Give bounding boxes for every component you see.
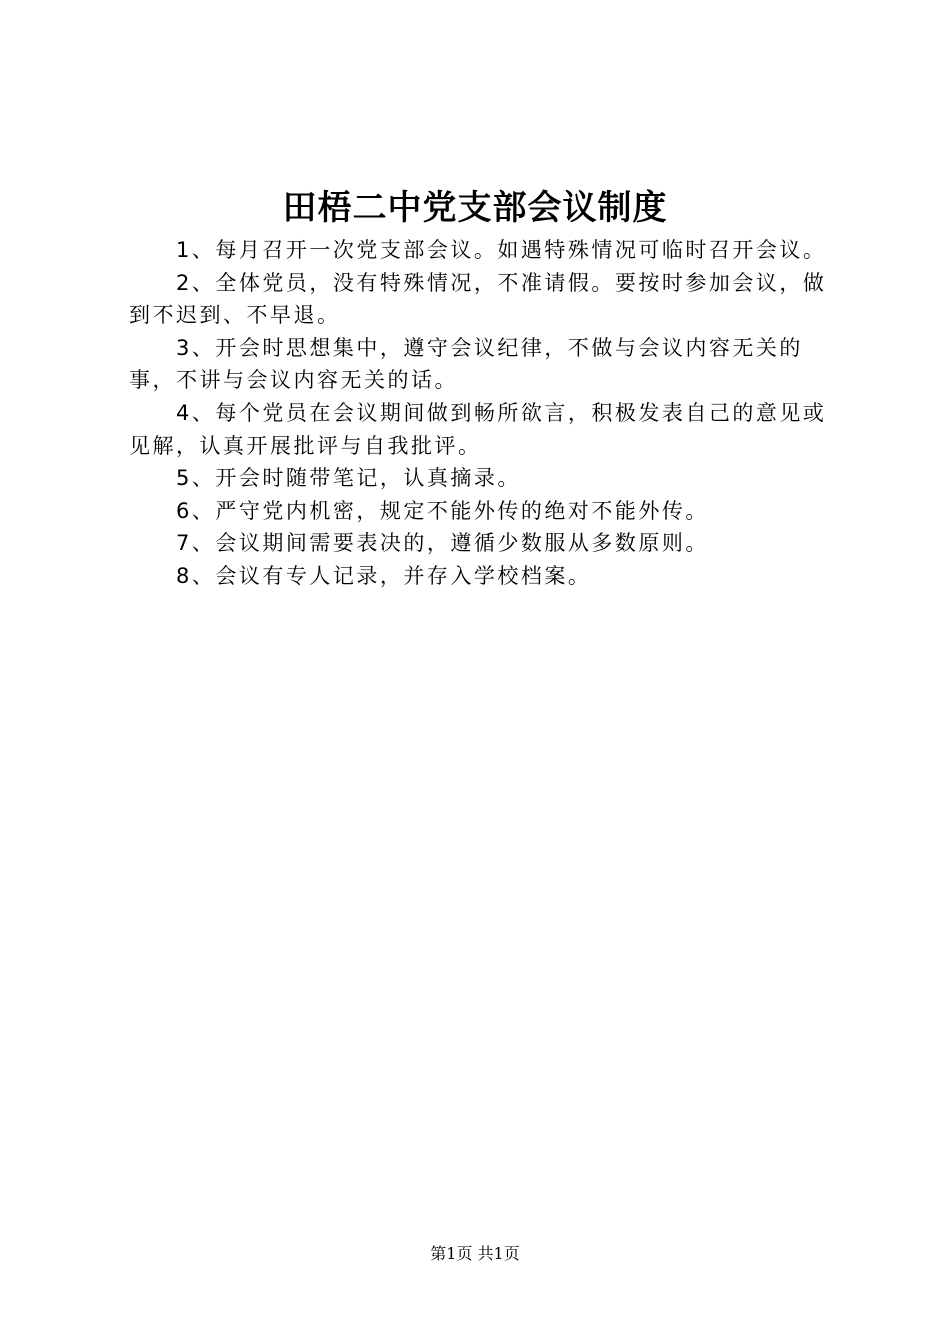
rule-paragraph-1: 1、每月召开一次党支部会议。如遇特殊情况可临时召开会议。 xyxy=(176,238,827,262)
rule-paragraph-8: 8、会议有专人记录，并存入学校档案。 xyxy=(176,563,592,588)
rule-paragraph-7: 7、会议期间需要表决的，遵循少数服从多数原则。 xyxy=(176,531,709,556)
rule-paragraph-5: 5、开会时随带笔记，认真摘录。 xyxy=(176,466,521,491)
rule-paragraph-6: 6、严守党内机密，规定不能外传的绝对不能外传。 xyxy=(176,498,709,523)
rule-paragraph-3: 3、开会时思想集中，遵守会议纪律，不做与会议内容无关的事，不讲与会议内容无关的话。 xyxy=(129,335,803,393)
document-title: 田梧二中党支部会议制度 xyxy=(282,188,668,228)
document-body xyxy=(129,234,840,593)
rule-paragraph-4: 4、每个党员在会议期间做到畅所欲言，积极发表自己的意见或见解，认真开展批评与自我批评。 xyxy=(129,400,827,458)
rule-paragraph-2: 2、全体党员，没有特殊情况，不准请假。要按时参加会议，做到不迟到、不早退。 xyxy=(129,270,827,328)
page-number-footer: 第1页 共1页 xyxy=(430,1244,520,1263)
